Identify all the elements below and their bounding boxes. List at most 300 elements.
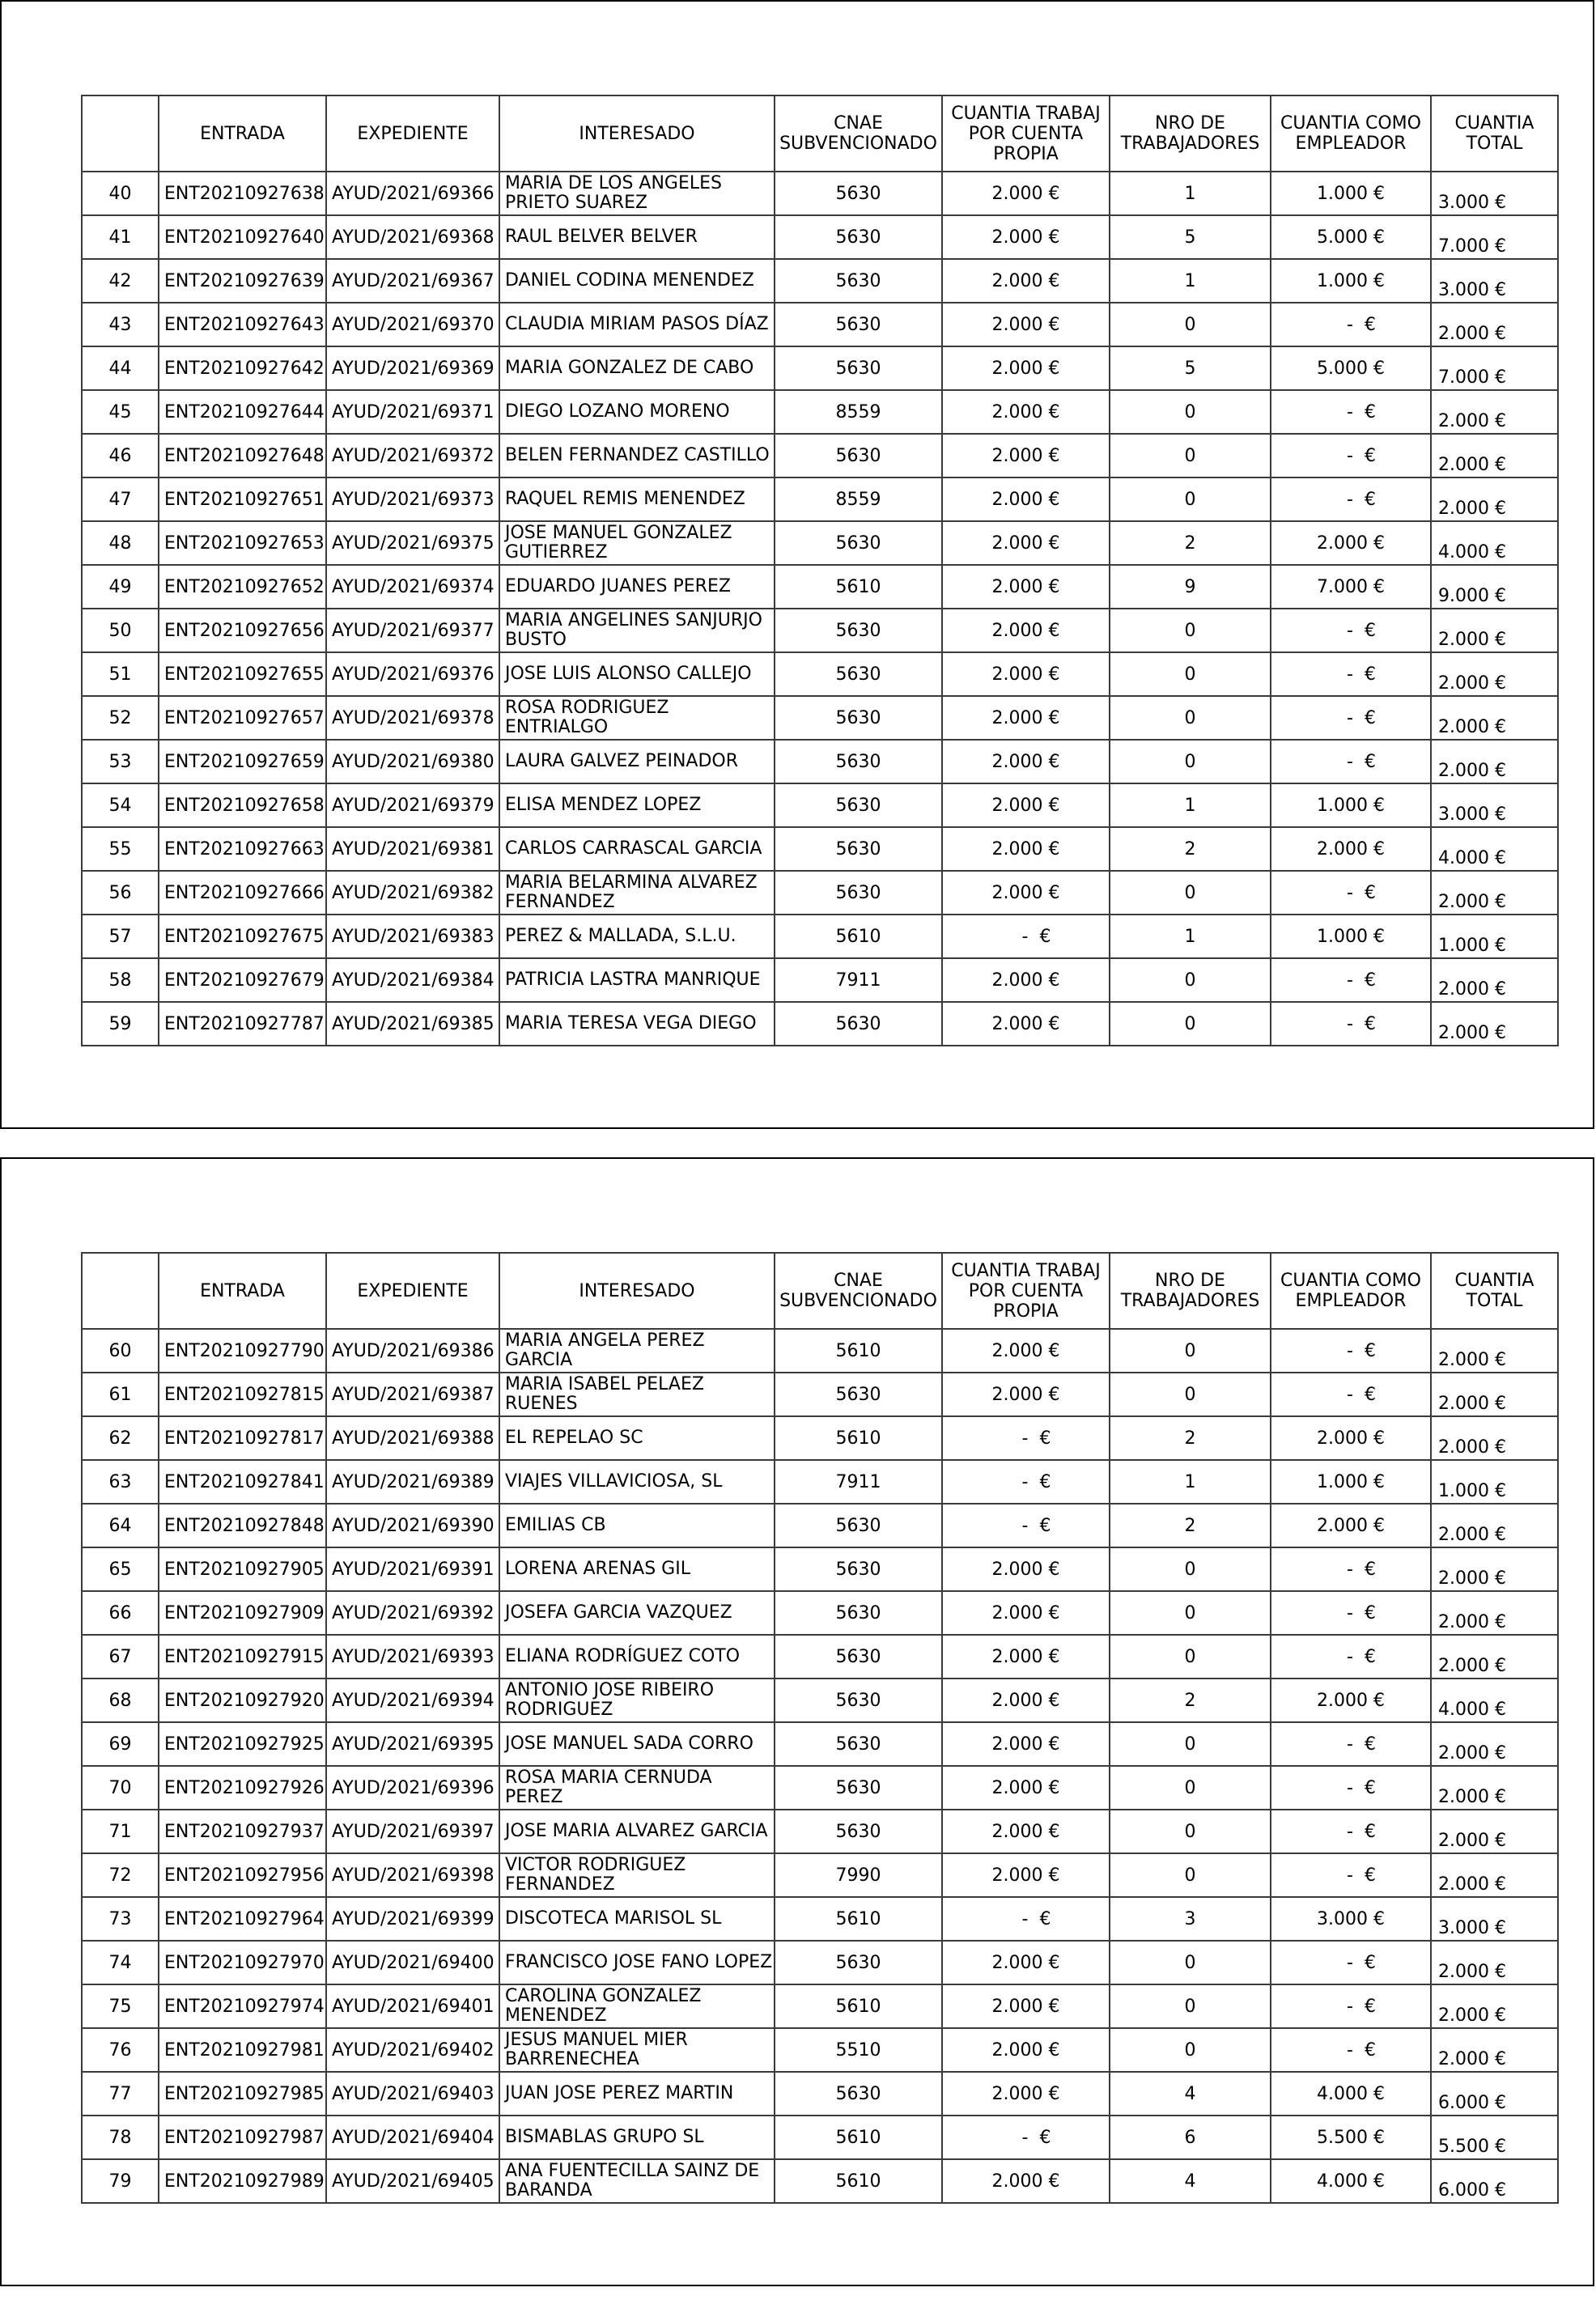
cell-expediente: AYUD/2021/69382: [326, 871, 499, 915]
cell-cuantia-total: 1.000 €: [1431, 1460, 1558, 1504]
cell-cuantia-propia: 2.000 €: [942, 1373, 1110, 1416]
cell-nro-trabajadores: 9: [1110, 565, 1271, 609]
table-row: [82, 1941, 1558, 1984]
cell-entrada: ENT20210927644: [159, 390, 326, 434]
cell-number: 57: [82, 915, 159, 958]
cell-expediente: AYUD/2021/69378: [326, 696, 499, 740]
cell-cnae: 5630: [775, 783, 942, 827]
table-body: [82, 172, 1558, 1046]
cell-expediente: AYUD/2021/69370: [326, 303, 499, 346]
col-header-cnae: CNAE SUBVENCIONADO: [775, 95, 942, 172]
cell-nro-trabajadores: 4: [1110, 2159, 1271, 2203]
cell-nro-trabajadores: 1: [1110, 1460, 1271, 1504]
cell-cuantia-total: 2.000 €: [1431, 1984, 1558, 2028]
table-row: [82, 1984, 1558, 2028]
cell-interesado: FRANCISCO JOSE FANO LOPEZ: [499, 1941, 775, 1984]
cell-expediente: AYUD/2021/69402: [326, 2028, 499, 2072]
table-row: [82, 303, 1558, 346]
cell-cuantia-total: 2.000 €: [1431, 477, 1558, 521]
cell-nro-trabajadores: 0: [1110, 1941, 1271, 1984]
cell-nro-trabajadores: 0: [1110, 652, 1271, 696]
cell-cuantia-propia: 2.000 €: [942, 521, 1110, 565]
cell-interesado: ANA FUENTECILLA SAINZ DE BARANDA: [499, 2159, 775, 2203]
cell-cuantia-total: 2.000 €: [1431, 1329, 1558, 1373]
table-row: [82, 565, 1558, 609]
cell-interesado: DISCOTECA MARISOL SL: [499, 1897, 775, 1941]
table-row: [82, 652, 1558, 696]
table-row: [82, 1460, 1558, 1504]
cell-cnae: 8559: [775, 390, 942, 434]
cell-number: 77: [82, 2072, 159, 2116]
cell-cuantia-propia: 2.000 €: [942, 565, 1110, 609]
table-row: [82, 2072, 1558, 2116]
cell-cuantia-empleador: 2.000 €: [1271, 521, 1431, 565]
cell-nro-trabajadores: 0: [1110, 2028, 1271, 2072]
cell-expediente: AYUD/2021/69403: [326, 2072, 499, 2116]
cell-nro-trabajadores: 2: [1110, 1416, 1271, 1460]
cell-number: 78: [82, 2116, 159, 2159]
cell-nro-trabajadores: 1: [1110, 259, 1271, 303]
cell-expediente: AYUD/2021/69387: [326, 1373, 499, 1416]
cell-interesado: ELISA MENDEZ LOPEZ: [499, 783, 775, 827]
cell-cuantia-propia: 2.000 €: [942, 696, 1110, 740]
cell-number: 42: [82, 259, 159, 303]
cell-cuantia-empleador: 1.000 €: [1271, 1460, 1431, 1504]
cell-nro-trabajadores: 0: [1110, 1722, 1271, 1766]
cell-expediente: AYUD/2021/69377: [326, 609, 499, 652]
cell-cuantia-propia: - €: [942, 1897, 1110, 1941]
cell-number: 53: [82, 740, 159, 783]
header-row: [82, 1253, 1558, 1329]
cell-cuantia-total: 2.000 €: [1431, 696, 1558, 740]
table-row: [82, 1635, 1558, 1679]
cell-interesado: ROSA RODRIGUEZ ENTRIALGO: [499, 696, 775, 740]
cell-expediente: AYUD/2021/69391: [326, 1547, 499, 1591]
cell-cuantia-total: 2.000 €: [1431, 1810, 1558, 1853]
cell-cuantia-empleador: 1.000 €: [1271, 259, 1431, 303]
cell-cuantia-total: 2.000 €: [1431, 1941, 1558, 1984]
cell-interesado: VIAJES VILLAVICIOSA, SL: [499, 1460, 775, 1504]
cell-cuantia-total: 4.000 €: [1431, 1679, 1558, 1722]
cell-nro-trabajadores: 0: [1110, 477, 1271, 521]
table-row: [82, 609, 1558, 652]
cell-expediente: AYUD/2021/69388: [326, 1416, 499, 1460]
cell-cuantia-total: 2.000 €: [1431, 740, 1558, 783]
col-header-cuantia-total: CUANTIA TOTAL: [1431, 95, 1558, 172]
col-header-number: [82, 1253, 159, 1329]
cell-expediente: AYUD/2021/69383: [326, 915, 499, 958]
cell-interesado: PATRICIA LASTRA MANRIQUE: [499, 958, 775, 1002]
cell-cuantia-total: 2.000 €: [1431, 652, 1558, 696]
cell-cuantia-propia: - €: [942, 1416, 1110, 1460]
cell-number: 51: [82, 652, 159, 696]
table-row: [82, 346, 1558, 390]
cell-cuantia-empleador: - €: [1271, 1547, 1431, 1591]
cell-cuantia-empleador: 2.000 €: [1271, 1679, 1431, 1722]
cell-number: 50: [82, 609, 159, 652]
cell-expediente: AYUD/2021/69381: [326, 827, 499, 871]
cell-expediente: AYUD/2021/69367: [326, 259, 499, 303]
cell-nro-trabajadores: 1: [1110, 172, 1271, 215]
table-row: [82, 958, 1558, 1002]
cell-interesado: DANIEL CODINA MENENDEZ: [499, 259, 775, 303]
cell-cuantia-propia: - €: [942, 915, 1110, 958]
cell-cuantia-propia: 2.000 €: [942, 434, 1110, 477]
cell-nro-trabajadores: 0: [1110, 390, 1271, 434]
cell-cuantia-propia: 2.000 €: [942, 390, 1110, 434]
cell-expediente: AYUD/2021/69399: [326, 1897, 499, 1941]
cell-entrada: ENT20210927848: [159, 1504, 326, 1547]
table-row: [82, 1722, 1558, 1766]
table-header: [82, 1253, 1558, 1329]
cell-cuantia-empleador: 2.000 €: [1271, 1504, 1431, 1547]
cell-nro-trabajadores: 0: [1110, 1810, 1271, 1853]
cell-nro-trabajadores: 2: [1110, 1679, 1271, 1722]
col-header-interesado: INTERESADO: [499, 1253, 775, 1329]
cell-entrada: ENT20210927926: [159, 1766, 326, 1810]
cell-interesado: EDUARDO JUANES PEREZ: [499, 565, 775, 609]
cell-entrada: ENT20210927981: [159, 2028, 326, 2072]
cell-nro-trabajadores: 0: [1110, 1002, 1271, 1046]
col-header-expediente: EXPEDIENTE: [326, 95, 499, 172]
cell-expediente: AYUD/2021/69386: [326, 1329, 499, 1373]
cell-interesado: BELEN FERNANDEZ CASTILLO: [499, 434, 775, 477]
col-header-nro-trabajadores: NRO DE TRABAJADORES: [1110, 95, 1271, 172]
col-header-expediente: EXPEDIENTE: [326, 1253, 499, 1329]
cell-expediente: AYUD/2021/69374: [326, 565, 499, 609]
cell-nro-trabajadores: 2: [1110, 1504, 1271, 1547]
cell-cnae: 5630: [775, 434, 942, 477]
table-row: [82, 871, 1558, 915]
cell-interesado: MARIA TERESA VEGA DIEGO: [499, 1002, 775, 1046]
cell-cnae: 5630: [775, 1373, 942, 1416]
cell-number: 60: [82, 1329, 159, 1373]
cell-expediente: AYUD/2021/69395: [326, 1722, 499, 1766]
cell-entrada: ENT20210927905: [159, 1547, 326, 1591]
cell-entrada: ENT20210927987: [159, 2116, 326, 2159]
cell-cuantia-propia: 2.000 €: [942, 259, 1110, 303]
cell-entrada: ENT20210927666: [159, 871, 326, 915]
cell-cnae: 5630: [775, 1002, 942, 1046]
cell-cuantia-empleador: - €: [1271, 1766, 1431, 1810]
document-page-1: [0, 0, 1594, 1129]
cell-entrada: ENT20210927790: [159, 1329, 326, 1373]
cell-number: 63: [82, 1460, 159, 1504]
cell-entrada: ENT20210927974: [159, 1984, 326, 2028]
cell-entrada: ENT20210927657: [159, 696, 326, 740]
cell-cnae: 5630: [775, 1766, 942, 1810]
cell-entrada: ENT20210927817: [159, 1416, 326, 1460]
cell-cuantia-propia: 2.000 €: [942, 1002, 1110, 1046]
cell-cuantia-empleador: 7.000 €: [1271, 565, 1431, 609]
cell-nro-trabajadores: 1: [1110, 783, 1271, 827]
table-row: [82, 1897, 1558, 1941]
cell-expediente: AYUD/2021/69394: [326, 1679, 499, 1722]
cell-interesado: JOSEFA GARCIA VAZQUEZ: [499, 1591, 775, 1635]
cell-cuantia-propia: 2.000 €: [942, 609, 1110, 652]
cell-number: 62: [82, 1416, 159, 1460]
cell-interesado: PEREZ & MALLADA, S.L.U.: [499, 915, 775, 958]
table-row: [82, 1547, 1558, 1591]
cell-entrada: ENT20210927970: [159, 1941, 326, 1984]
cell-cuantia-propia: 2.000 €: [942, 1679, 1110, 1722]
cell-nro-trabajadores: 0: [1110, 958, 1271, 1002]
cell-entrada: ENT20210927787: [159, 1002, 326, 1046]
cell-cuantia-total: 3.000 €: [1431, 1897, 1558, 1941]
cell-expediente: AYUD/2021/69400: [326, 1941, 499, 1984]
cell-expediente: AYUD/2021/69376: [326, 652, 499, 696]
col-header-cuantia-empleador: CUANTIA COMO EMPLEADOR: [1271, 1253, 1431, 1329]
cell-cuantia-propia: 2.000 €: [942, 346, 1110, 390]
table-row: [82, 1853, 1558, 1897]
cell-cuantia-empleador: 2.000 €: [1271, 1416, 1431, 1460]
table-row: [82, 1373, 1558, 1416]
table-row: [82, 390, 1558, 434]
cell-entrada: ENT20210927643: [159, 303, 326, 346]
cell-cuantia-total: 3.000 €: [1431, 172, 1558, 215]
cell-expediente: AYUD/2021/69368: [326, 215, 499, 259]
cell-cuantia-propia: 2.000 €: [942, 1635, 1110, 1679]
cell-entrada: ENT20210927920: [159, 1679, 326, 1722]
cell-cuantia-empleador: 1.000 €: [1271, 783, 1431, 827]
cell-cuantia-total: 2.000 €: [1431, 1547, 1558, 1591]
cell-number: 44: [82, 346, 159, 390]
cell-cuantia-empleador: - €: [1271, 390, 1431, 434]
cell-cuantia-propia: 2.000 €: [942, 740, 1110, 783]
cell-nro-trabajadores: 0: [1110, 696, 1271, 740]
cell-entrada: ENT20210927964: [159, 1897, 326, 1941]
table-row: [82, 215, 1558, 259]
cell-interesado: ROSA MARIA CERNUDA PEREZ: [499, 1766, 775, 1810]
cell-cnae: 5610: [775, 1416, 942, 1460]
cell-entrada: ENT20210927989: [159, 2159, 326, 2203]
cell-nro-trabajadores: 0: [1110, 1984, 1271, 2028]
cell-cnae: 7911: [775, 958, 942, 1002]
cell-interesado: DIEGO LOZANO MORENO: [499, 390, 775, 434]
cell-cuantia-propia: 2.000 €: [942, 958, 1110, 1002]
cell-cuantia-empleador: - €: [1271, 1810, 1431, 1853]
cell-number: 66: [82, 1591, 159, 1635]
cell-number: 79: [82, 2159, 159, 2203]
cell-expediente: AYUD/2021/69389: [326, 1460, 499, 1504]
cell-interesado: RAQUEL REMIS MENENDEZ: [499, 477, 775, 521]
cell-expediente: AYUD/2021/69385: [326, 1002, 499, 1046]
cell-interesado: BISMABLAS GRUPO SL: [499, 2116, 775, 2159]
cell-cnae: 5630: [775, 259, 942, 303]
cell-cnae: 5630: [775, 696, 942, 740]
cell-number: 69: [82, 1722, 159, 1766]
cell-number: 52: [82, 696, 159, 740]
col-header-entrada: ENTRADA: [159, 1253, 326, 1329]
cell-cnae: 5630: [775, 1679, 942, 1722]
cell-number: 70: [82, 1766, 159, 1810]
cell-nro-trabajadores: 5: [1110, 215, 1271, 259]
cell-expediente: AYUD/2021/69366: [326, 172, 499, 215]
cell-cuantia-propia: 2.000 €: [942, 1547, 1110, 1591]
cell-number: 56: [82, 871, 159, 915]
cell-cnae: 5630: [775, 172, 942, 215]
cell-cnae: 5610: [775, 1897, 942, 1941]
cell-entrada: ENT20210927658: [159, 783, 326, 827]
cell-number: 68: [82, 1679, 159, 1722]
cell-nro-trabajadores: 2: [1110, 521, 1271, 565]
table-row: [82, 1591, 1558, 1635]
cell-nro-trabajadores: 3: [1110, 1897, 1271, 1941]
grants-table: [81, 1252, 1559, 2204]
table-row: [82, 2159, 1558, 2203]
cell-cuantia-total: 3.000 €: [1431, 259, 1558, 303]
cell-cuantia-total: 2.000 €: [1431, 1591, 1558, 1635]
cell-entrada: ENT20210927659: [159, 740, 326, 783]
cell-cuantia-empleador: 5.500 €: [1271, 2116, 1431, 2159]
cell-cuantia-empleador: - €: [1271, 1002, 1431, 1046]
cell-cuantia-total: 3.000 €: [1431, 783, 1558, 827]
cell-cnae: 5630: [775, 827, 942, 871]
cell-number: 48: [82, 521, 159, 565]
col-header-cuantia-propia: CUANTIA TRABAJ POR CUENTA PROPIA: [942, 95, 1110, 172]
table-row: [82, 827, 1558, 871]
cell-cuantia-empleador: - €: [1271, 1984, 1431, 2028]
cell-cnae: 5630: [775, 521, 942, 565]
cell-cuantia-empleador: - €: [1271, 1373, 1431, 1416]
col-header-nro-trabajadores: NRO DE TRABAJADORES: [1110, 1253, 1271, 1329]
cell-cnae: 5630: [775, 1810, 942, 1853]
cell-cnae: 5630: [775, 871, 942, 915]
cell-entrada: ENT20210927937: [159, 1810, 326, 1853]
cell-entrada: ENT20210927915: [159, 1635, 326, 1679]
cell-cuantia-empleador: 2.000 €: [1271, 827, 1431, 871]
table-row: [82, 2116, 1558, 2159]
table-row: [82, 740, 1558, 783]
cell-cuantia-propia: 2.000 €: [942, 1853, 1110, 1897]
table-row: [82, 521, 1558, 565]
cell-nro-trabajadores: 0: [1110, 1853, 1271, 1897]
cell-cuantia-total: 1.000 €: [1431, 915, 1558, 958]
cell-expediente: AYUD/2021/69405: [326, 2159, 499, 2203]
cell-number: 75: [82, 1984, 159, 2028]
cell-expediente: AYUD/2021/69390: [326, 1504, 499, 1547]
cell-cuantia-total: 4.000 €: [1431, 521, 1558, 565]
cell-interesado: MARIA ISABEL PELAEZ RUENES: [499, 1373, 775, 1416]
cell-cuantia-total: 6.000 €: [1431, 2159, 1558, 2203]
cell-expediente: AYUD/2021/69398: [326, 1853, 499, 1897]
cell-cuantia-propia: 2.000 €: [942, 477, 1110, 521]
cell-nro-trabajadores: 1: [1110, 915, 1271, 958]
cell-number: 74: [82, 1941, 159, 1984]
cell-expediente: AYUD/2021/69372: [326, 434, 499, 477]
cell-cnae: 5630: [775, 346, 942, 390]
cell-cuantia-propia: 2.000 €: [942, 652, 1110, 696]
cell-cuantia-total: 2.000 €: [1431, 390, 1558, 434]
table-row: [82, 1504, 1558, 1547]
cell-cnae: 5630: [775, 303, 942, 346]
cell-cuantia-propia: 2.000 €: [942, 1810, 1110, 1853]
cell-nro-trabajadores: 6: [1110, 2116, 1271, 2159]
table-row: [82, 1766, 1558, 1810]
cell-cnae: 8559: [775, 477, 942, 521]
cell-cuantia-propia: 2.000 €: [942, 1984, 1110, 2028]
cell-cuantia-empleador: - €: [1271, 1329, 1431, 1373]
cell-expediente: AYUD/2021/69397: [326, 1810, 499, 1853]
cell-cuantia-total: 9.000 €: [1431, 565, 1558, 609]
cell-entrada: ENT20210927639: [159, 259, 326, 303]
cell-cuantia-total: 2.000 €: [1431, 1853, 1558, 1897]
cell-number: 67: [82, 1635, 159, 1679]
cell-expediente: AYUD/2021/69392: [326, 1591, 499, 1635]
cell-cuantia-propia: 2.000 €: [942, 1766, 1110, 1810]
cell-interesado: MARIA ANGELA PEREZ GARCIA: [499, 1329, 775, 1373]
cell-expediente: AYUD/2021/69401: [326, 1984, 499, 2028]
cell-cuantia-empleador: - €: [1271, 652, 1431, 696]
cell-cuantia-total: 6.000 €: [1431, 2072, 1558, 2116]
cell-nro-trabajadores: 5: [1110, 346, 1271, 390]
cell-cuantia-propia: 2.000 €: [942, 871, 1110, 915]
cell-cuantia-total: 5.500 €: [1431, 2116, 1558, 2159]
col-header-entrada: ENTRADA: [159, 95, 326, 172]
cell-entrada: ENT20210927841: [159, 1460, 326, 1504]
cell-cuantia-propia: 2.000 €: [942, 303, 1110, 346]
cell-cuantia-empleador: - €: [1271, 871, 1431, 915]
cell-expediente: AYUD/2021/69393: [326, 1635, 499, 1679]
cell-entrada: ENT20210927651: [159, 477, 326, 521]
cell-interesado: JOSE LUIS ALONSO CALLEJO: [499, 652, 775, 696]
cell-number: 54: [82, 783, 159, 827]
header-row: [82, 95, 1558, 172]
cell-cnae: 5610: [775, 2159, 942, 2203]
cell-expediente: AYUD/2021/69384: [326, 958, 499, 1002]
cell-cuantia-total: 7.000 €: [1431, 346, 1558, 390]
cell-interesado: MARIA DE LOS ANGELES PRIETO SUAREZ: [499, 172, 775, 215]
cell-cuantia-propia: 2.000 €: [942, 1722, 1110, 1766]
cell-cuantia-propia: 2.000 €: [942, 827, 1110, 871]
cell-cuantia-total: 7.000 €: [1431, 215, 1558, 259]
cell-number: 73: [82, 1897, 159, 1941]
cell-cuantia-empleador: - €: [1271, 1591, 1431, 1635]
cell-cnae: 5630: [775, 1722, 942, 1766]
cell-cuantia-empleador: - €: [1271, 434, 1431, 477]
cell-cuantia-total: 4.000 €: [1431, 827, 1558, 871]
table-row: [82, 1002, 1558, 1046]
cell-number: 47: [82, 477, 159, 521]
cell-cuantia-propia: 2.000 €: [942, 2028, 1110, 2072]
cell-interesado: EL REPELAO SC: [499, 1416, 775, 1460]
table-row: [82, 2028, 1558, 2072]
cell-nro-trabajadores: 0: [1110, 303, 1271, 346]
cell-cuantia-empleador: 1.000 €: [1271, 915, 1431, 958]
table-header: [82, 95, 1558, 172]
cell-cuantia-propia: 2.000 €: [942, 172, 1110, 215]
cell-cuantia-total: 2.000 €: [1431, 1002, 1558, 1046]
cell-cuantia-propia: 2.000 €: [942, 215, 1110, 259]
cell-entrada: ENT20210927815: [159, 1373, 326, 1416]
table-row: [82, 172, 1558, 215]
col-header-number: [82, 95, 159, 172]
cell-nro-trabajadores: 0: [1110, 1766, 1271, 1810]
table-row: [82, 1416, 1558, 1460]
document-page-2: [0, 1157, 1594, 2286]
cell-number: 55: [82, 827, 159, 871]
cell-cnae: 5630: [775, 1941, 942, 1984]
cell-cuantia-propia: 2.000 €: [942, 2072, 1110, 2116]
cell-number: 64: [82, 1504, 159, 1547]
cell-cuantia-propia: 2.000 €: [942, 1329, 1110, 1373]
cell-cuantia-total: 2.000 €: [1431, 1504, 1558, 1547]
cell-number: 41: [82, 215, 159, 259]
cell-cnae: 5630: [775, 1635, 942, 1679]
cell-interesado: ANTONIO JOSE RIBEIRO RODRIGUEZ: [499, 1679, 775, 1722]
cell-entrada: ENT20210927652: [159, 565, 326, 609]
cell-number: 49: [82, 565, 159, 609]
